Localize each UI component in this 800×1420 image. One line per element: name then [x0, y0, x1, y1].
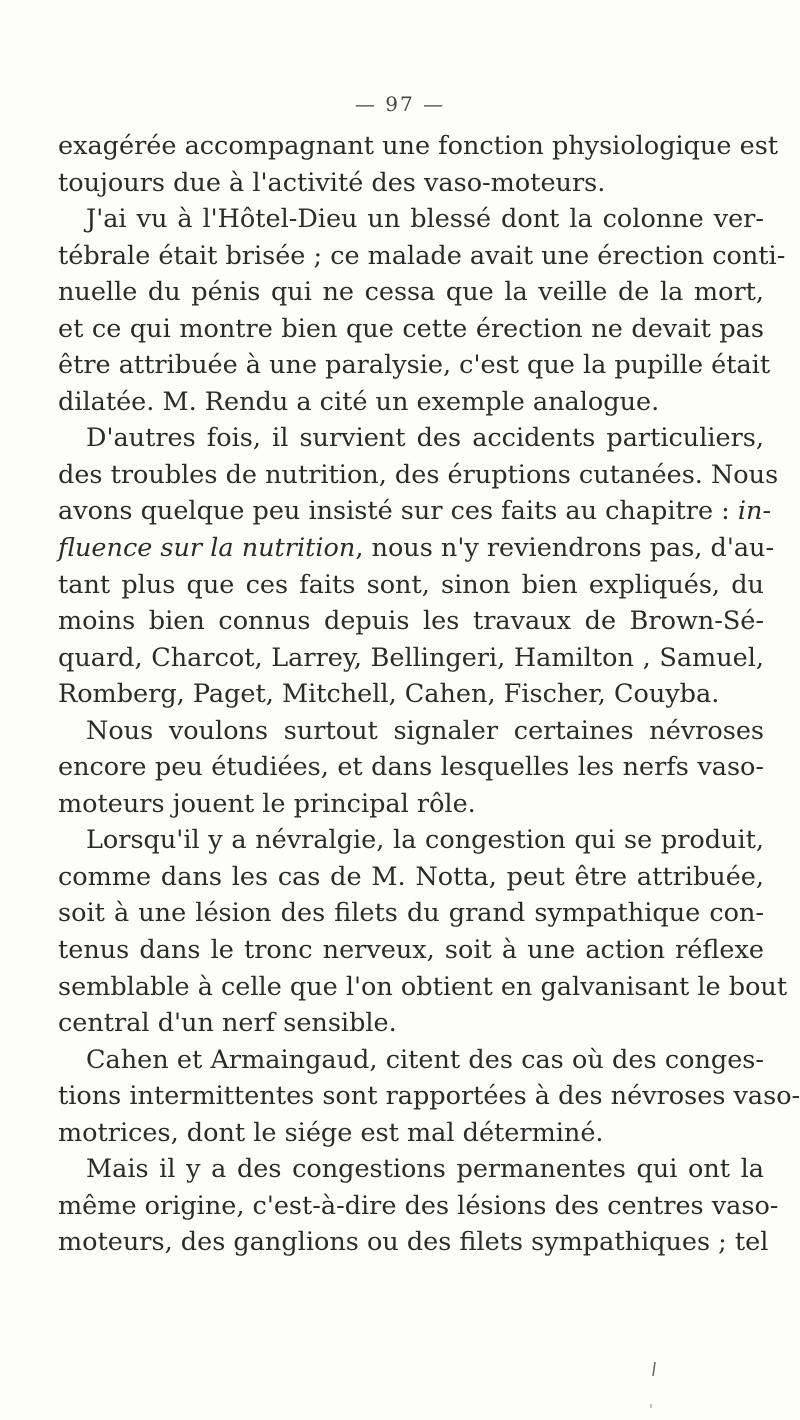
- text-line: tions intermittentes sont rapportées à des névroses vaso-: [58, 1081, 800, 1112]
- text-line: motrices, dont le siége est mal déterminé.: [58, 1117, 604, 1148]
- page-number: — 97 —: [354, 92, 446, 116]
- text-line: Romberg, Paget, Mitchell, Cahen, Fischer, Couyba.: [58, 679, 720, 710]
- text-line: tenus dans le tronc nerveux, soit à une action réflexe: [58, 935, 764, 966]
- text-line: central d'un nerf sensible.: [58, 1008, 397, 1039]
- text-line: même origine, c'est-à-dire des lésions des centres vaso-: [58, 1190, 779, 1221]
- stray-ink-mark: [648, 1360, 660, 1410]
- text-line: moteurs, des ganglions ou des filets sympathiques ; tel: [58, 1227, 769, 1258]
- text-line: tébrale était brisée ; ce malade avait une érection conti-: [58, 240, 786, 271]
- text-line: D'autres fois, il survient des accidents particuliers,: [86, 423, 764, 454]
- text-line: tant plus que ces faits sont, sinon bien expliqués, du: [58, 569, 764, 600]
- text-line: nuelle du pénis qui ne cessa que la veille de la mort,: [58, 277, 764, 308]
- text-line: Lorsqu'il y a névralgie, la congestion qui se produit,: [86, 825, 764, 856]
- text-line: moteurs jouent le principal rôle.: [58, 788, 476, 819]
- text-line: Mais il y a des congestions permanentes qui ont la: [86, 1154, 764, 1185]
- text-line: être attribuée à une paralysie, c'est que la pupille était: [58, 350, 771, 381]
- text-line: moins bien connus depuis les travaux de Brown-Sé-: [58, 606, 764, 637]
- text-line: exagérée accompagnant une fonction physiologique est: [58, 131, 779, 161]
- text-line: quard, Charcot, Larrey, Bellingeri, Hamilton , Samuel,: [58, 642, 764, 673]
- text-line: semblable à celle que l'on obtient en galvanisant le bout: [58, 971, 788, 1002]
- text-line: encore peu étudiées, et dans lesquelles les nerfs vaso-: [58, 752, 764, 783]
- text-line: des troubles de nutrition, des éruptions cutanées. Nous: [58, 459, 779, 490]
- text-line: toujours due à l'activité des vaso-moteurs.: [58, 167, 606, 198]
- text-line: dilatée. M. Rendu a cité un exemple analogue.: [58, 386, 660, 417]
- body-text: [58, 128, 800, 1261]
- text-line: fluence sur la nutrition, nous n'y reviendrons pas, d'au-: [58, 533, 775, 564]
- text-line: soit à une lésion des filets du grand sympathique con-: [58, 898, 764, 929]
- text-line: Nous voulons surtout signaler certaines névroses: [86, 715, 764, 746]
- text-line: J'ai vu à l'Hôtel-Dieu un blessé dont la colonne ver-: [86, 204, 764, 235]
- text-line: Cahen et Armaingaud, citent des cas où des conges-: [86, 1044, 764, 1075]
- text-line: et ce qui montre bien que cette érection ne devait pas: [58, 313, 764, 344]
- text-line: avons quelque peu insisté sur ces faits au chapitre : in-: [58, 496, 772, 527]
- text-line: comme dans les cas de M. Notta, peut être attribuée,: [58, 861, 764, 892]
